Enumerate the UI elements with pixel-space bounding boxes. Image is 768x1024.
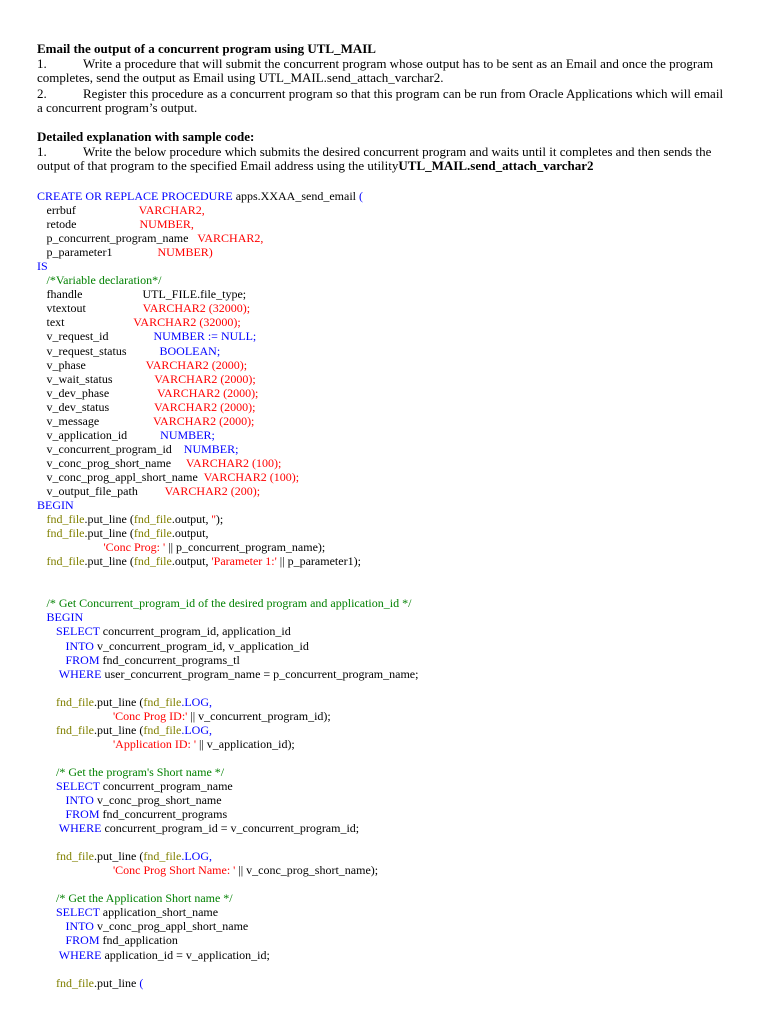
code-token: vtextout — [46, 301, 143, 316]
code-token: fnd_file — [143, 722, 182, 737]
code-token: fnd_file — [46, 512, 85, 527]
code-line — [37, 329, 737, 343]
code-line — [37, 835, 737, 849]
code-token: .put_line ( — [94, 694, 144, 709]
code-token: 'Conc Prog: ' — [103, 540, 166, 555]
code-line — [37, 779, 737, 793]
code-line — [37, 344, 737, 358]
code-token: .output, — [171, 526, 209, 541]
code-token: v_message — [46, 413, 153, 428]
code-line — [37, 358, 737, 372]
code-line — [37, 189, 737, 203]
code-token: || p_parameter1); — [276, 554, 361, 569]
code-token: fnd_file — [46, 526, 85, 541]
code-token: NUMBER) — [157, 245, 213, 260]
code-token: INTO — [65, 793, 97, 808]
code-token: concurrent_program_id, application_id — [102, 624, 291, 639]
code-token: VARCHAR2 (2000); — [152, 413, 255, 428]
heading-email-output: Email the output of a concurrent program using UTL_MAIL — [37, 41, 376, 56]
code-token: fnd_file — [56, 975, 94, 990]
code-token: .put_line ( — [94, 849, 144, 864]
code-token: || v_application_id); — [195, 736, 295, 751]
code-line — [37, 667, 737, 681]
code-line — [37, 653, 737, 667]
code-token: fnd_concurrent_programs_tl — [102, 652, 240, 667]
code-token: CREATE OR REPLACE PROCEDURE — [37, 189, 236, 203]
code-token: VARCHAR2, — [197, 231, 264, 246]
code-token: BEGIN — [37, 498, 74, 513]
code-line — [37, 372, 737, 386]
code-token: 'Conc Prog Short Name: ' — [113, 863, 236, 878]
code-token: WHERE — [56, 947, 105, 962]
code-token: WHERE — [56, 666, 105, 681]
code-token: VARCHAR2 (32000); — [142, 301, 251, 316]
code-token: .LOG, — [181, 849, 212, 864]
code-line — [37, 470, 737, 484]
code-token: fnd_file — [56, 694, 94, 709]
code-token: .put_line — [94, 975, 140, 990]
code-line — [37, 709, 737, 723]
code-token: /*Variable declaration*/ — [46, 273, 162, 288]
code-token: concurrent_program_name — [102, 778, 233, 793]
code-token: 'Parameter 1:' — [211, 554, 277, 569]
code-line — [37, 933, 737, 947]
code-token: fnd_file — [133, 554, 172, 569]
code-token: fnd_file — [143, 849, 182, 864]
code-line — [37, 456, 737, 470]
code-token: p_parameter1 — [46, 245, 158, 260]
code-line — [37, 919, 737, 933]
code-token: v_request_status — [46, 343, 160, 358]
code-token: INTO — [65, 638, 97, 653]
code-token: FROM — [65, 807, 103, 822]
code-token: fnd_file — [133, 512, 172, 527]
code-line — [37, 414, 737, 428]
code-token: apps.XXAA_send_email — [235, 189, 359, 203]
code-token: p_concurrent_program_name — [46, 231, 198, 246]
code-line — [37, 259, 737, 273]
code-line — [37, 723, 737, 737]
code-line — [37, 905, 737, 919]
code-token: v_wait_status — [46, 371, 155, 386]
code-token: v_conc_prog_short_name — [46, 455, 186, 470]
code-line — [37, 751, 737, 765]
code-token: /* Get the Application Short name */ — [56, 891, 233, 906]
code-token: v_dev_status — [46, 399, 154, 414]
code-token: concurrent_program_id = v_concurrent_program_id; — [104, 821, 360, 836]
code-token: VARCHAR2 (2000); — [145, 357, 248, 372]
code-line — [37, 765, 737, 779]
code-line — [37, 793, 737, 807]
code-line — [37, 498, 737, 512]
step-number: 2. — [37, 86, 47, 101]
code-line — [37, 301, 737, 315]
code-line — [37, 484, 737, 498]
code-line — [37, 976, 737, 990]
code-token: .LOG, — [181, 722, 212, 737]
code-token: 'Conc Prog ID:' — [113, 708, 188, 723]
detail-step-1 — [37, 145, 731, 173]
code-line — [37, 554, 737, 568]
code-token: v_phase — [46, 357, 146, 372]
step-number: 1. — [37, 144, 47, 159]
code-token: BOOLEAN; — [159, 343, 221, 358]
code-line — [37, 596, 737, 610]
code-token: user_concurrent_program_name = p_concurrent_program_name; — [104, 666, 419, 681]
code-token: .put_line ( — [84, 512, 134, 527]
code-token: v_request_id — [46, 329, 154, 344]
code-token: .output, — [171, 554, 212, 569]
code-line — [37, 863, 737, 877]
code-token: application_short_name — [102, 905, 219, 920]
heading-detailed-explanation: Detailed explanation with sample code: — [37, 129, 255, 144]
code-token: v_conc_prog_appl_short_name — [46, 469, 204, 484]
code-line — [37, 273, 737, 287]
code-line — [37, 695, 737, 709]
code-token: v_dev_phase — [46, 385, 157, 400]
code-token: VARCHAR2 (200); — [164, 483, 261, 498]
code-token: /* Get the program's Short name */ — [56, 764, 225, 779]
code-line — [37, 582, 737, 596]
code-line — [37, 287, 737, 301]
code-token: fnd_file — [46, 554, 85, 569]
code-token: .output, — [171, 512, 212, 527]
code-token: BEGIN — [46, 610, 84, 625]
code-line — [37, 568, 737, 582]
step-number: 1. — [37, 56, 47, 71]
code-token: WHERE — [56, 821, 105, 836]
code-token: fnd_file — [133, 526, 172, 541]
code-line — [37, 386, 737, 400]
code-token: /* Get Concurrent_program_id of the desired program and application_id */ — [46, 596, 412, 611]
code-line — [37, 821, 737, 835]
code-token: fnd_file — [56, 849, 94, 864]
step-text: Register this procedure as a concurrent program so that this program can be run from Oracle Applications which will email a concurrent program’s output. — [37, 86, 724, 115]
intro-step-1 — [37, 57, 731, 85]
code-token: VARCHAR2 (100); — [203, 469, 300, 484]
code-token: fnd_file — [143, 694, 182, 709]
code-line — [37, 540, 737, 554]
code-line — [37, 442, 737, 456]
intro-step-2 — [37, 87, 731, 115]
code-block — [37, 189, 737, 990]
code-token: INTO — [65, 919, 97, 934]
code-token: NUMBER; — [183, 441, 239, 456]
code-token: SELECT — [56, 624, 103, 639]
step-text: Write a procedure that will submit the concurrent program whose output has to be sent as an Email and once the program completes, send the output as Email using UTL_MAIL.send_attach_varchar2. — [37, 56, 714, 85]
code-token: .put_line ( — [84, 554, 134, 569]
code-line — [37, 962, 737, 976]
code-token: v_output_file_path — [46, 483, 165, 498]
code-token: || v_concurrent_program_id); — [187, 708, 331, 723]
code-token: v_application_id — [46, 427, 161, 442]
code-token: NUMBER; — [160, 427, 215, 442]
code-token: text — [46, 315, 134, 330]
code-token: VARCHAR2 (2000); — [156, 385, 259, 400]
step-text-bold: UTL_MAIL.send_attach_varchar2 — [398, 158, 594, 173]
code-line — [37, 610, 737, 624]
code-token: v_conc_prog_appl_short_name — [96, 919, 249, 934]
code-token: VARCHAR2 (2000); — [154, 371, 256, 386]
code-token: VARCHAR2 (32000); — [133, 315, 241, 330]
code-line — [37, 512, 737, 526]
code-line — [37, 737, 737, 751]
code-token: IS — [37, 259, 48, 274]
code-token: ( — [139, 975, 144, 990]
code-line — [37, 849, 737, 863]
code-token: fnd_file — [56, 722, 94, 737]
code-line — [37, 639, 737, 653]
code-token: SELECT — [56, 778, 103, 793]
code-line — [37, 891, 737, 905]
step-text: Write the below procedure which submits the desired concurrent program and waits until it completes and then sends the output of that program to the specified Email address using the utility — [37, 144, 712, 173]
code-line — [37, 217, 737, 231]
code-token: ( — [359, 189, 363, 203]
code-line — [37, 807, 737, 821]
code-line — [37, 231, 737, 245]
code-token: VARCHAR2, — [138, 203, 205, 218]
code-token: NUMBER, — [139, 217, 194, 232]
code-token: SELECT — [56, 905, 103, 920]
code-line — [37, 428, 737, 442]
code-line — [37, 877, 737, 891]
code-token: VARCHAR2 (100); — [185, 455, 282, 470]
code-token: VARCHAR2 (2000); — [153, 399, 256, 414]
code-token: FROM — [65, 933, 103, 948]
code-line — [37, 315, 737, 329]
code-token: NUMBER := NULL; — [153, 329, 257, 344]
code-token: || p_concurrent_program_name); — [165, 540, 326, 555]
code-token: || v_conc_prog_short_name); — [235, 863, 379, 878]
code-token: fnd_application — [102, 933, 178, 948]
code-token: 'Application ID: ' — [113, 736, 196, 751]
code-line — [37, 681, 737, 695]
code-token: ); — [215, 512, 224, 527]
code-line — [37, 400, 737, 414]
code-line — [37, 526, 737, 540]
code-token: .LOG, — [181, 694, 212, 709]
code-token: errbuf — [46, 203, 139, 218]
code-token: FROM — [65, 652, 103, 667]
code-token: .put_line ( — [94, 722, 144, 737]
code-line — [37, 245, 737, 259]
code-token: v_conc_prog_short_name — [96, 793, 222, 808]
code-line — [37, 203, 737, 217]
code-line — [37, 948, 737, 962]
code-token: .put_line ( — [84, 526, 134, 541]
code-token: fhandle UTL_FILE.file_type; — [46, 287, 247, 302]
code-token: '' — [211, 512, 216, 527]
code-token: v_concurrent_program_id, v_application_id — [96, 638, 309, 653]
code-token: application_id = v_application_id; — [104, 947, 270, 962]
code-token: retode — [46, 217, 140, 232]
code-token: v_concurrent_program_id — [46, 441, 184, 456]
code-line — [37, 624, 737, 638]
code-token: fnd_concurrent_programs — [102, 807, 228, 822]
